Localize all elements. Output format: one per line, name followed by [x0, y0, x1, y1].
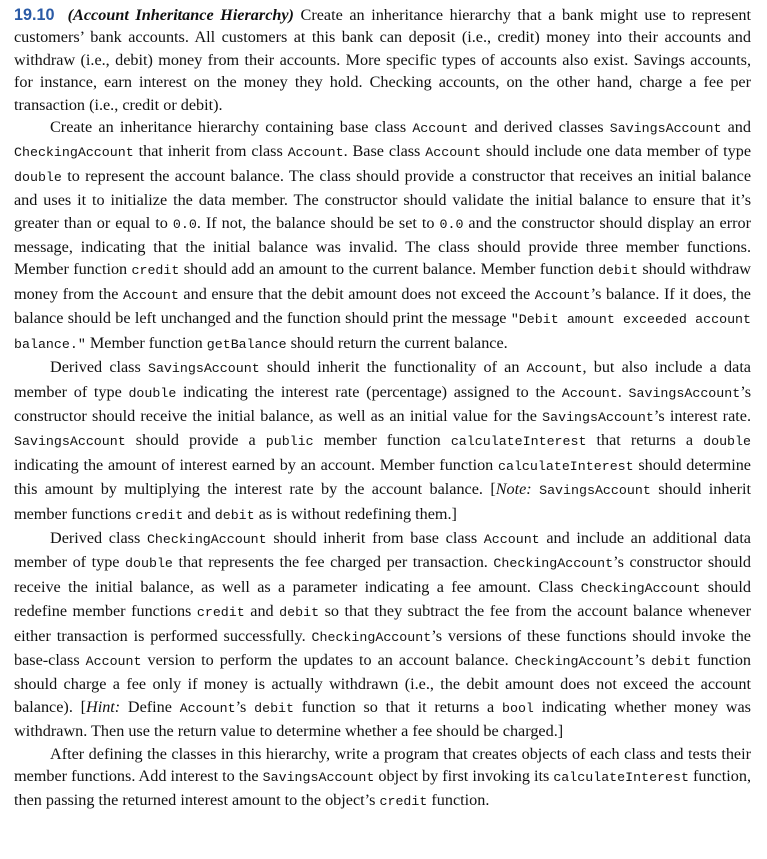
code-term: credit	[131, 263, 180, 279]
italic-label: Hint:	[86, 697, 121, 716]
text-run: ’s balance. If it does, the balance should be left unchanged and the function should print the message	[14, 284, 751, 328]
code-term: getBalance	[206, 336, 287, 352]
text-run: and the constructor should display an error message, indicating that the initial balance was invalid. The class should provide three member functions. Member function	[14, 213, 751, 279]
text-run: should provide a	[125, 431, 266, 450]
code-term: credit	[379, 794, 428, 810]
text-run: should withdraw money from the	[14, 260, 751, 303]
code-term: debit	[279, 605, 320, 621]
code-term: SavingsAccount	[542, 409, 654, 425]
text-run: ’s interest rate.	[653, 406, 751, 425]
text-run: should redefine member functions	[14, 577, 751, 621]
text-run: ’s	[634, 650, 652, 669]
code-term: Account	[123, 287, 179, 303]
text-run: Member function	[85, 333, 207, 352]
code-term: calculateInterest	[553, 770, 689, 785]
text-run: member function	[313, 431, 451, 450]
paragraph-test-program	[14, 743, 751, 814]
code-term: SavingsAccount	[262, 770, 375, 785]
text-run: ’s versions of these functions should invoke the base-class	[14, 626, 751, 669]
code-term: Account	[561, 385, 618, 401]
text-run: and derived classes	[468, 118, 610, 137]
text-run: function, then passing the returned interest amount to the object’s	[14, 767, 752, 810]
text-run: and	[721, 118, 751, 137]
text-run: .	[617, 382, 629, 401]
text-run: should inherit the functionality of an	[259, 358, 527, 377]
code-term: Account	[179, 700, 236, 716]
text-run: and include an additional data member of type	[14, 528, 751, 572]
text-run: indicating the amount of interest earned by an account. Member function	[14, 455, 498, 474]
text-run: function should charge a fee only if money is actually withdrawn (i.e., the debit amount does not exceed the account balance). [	[14, 650, 752, 716]
code-term: credit	[196, 605, 245, 621]
text-run: object by first invoking its	[374, 767, 554, 785]
text-run: to represent the account balance. The class should provide a constructor that receives an initial balance and uses it to initialize the data member. The constructor should validate the initial balance to ensure that it’s greater than or equal to	[14, 166, 751, 232]
code-term: "Debit amount exceeded account balance."	[14, 312, 752, 352]
code-term: 0.0	[439, 216, 464, 232]
text-run: that returns a	[586, 431, 704, 450]
code-term: debit	[214, 507, 255, 523]
italic-label: Note:	[495, 480, 532, 499]
code-term: double	[14, 169, 62, 185]
code-term: SavingsAccount	[609, 121, 722, 137]
code-term: Account	[526, 361, 583, 377]
code-term: Account	[85, 653, 142, 669]
text-run: function so that it returns a	[294, 697, 502, 716]
text-run: should include one data member of type	[481, 142, 752, 161]
code-term: SavingsAccount	[14, 434, 126, 450]
code-term: CheckingAccount	[580, 580, 701, 596]
text-run: should determine this amount by multiplying the interest rate by the account balance. [	[14, 455, 751, 499]
exercise-intro-paragraph	[14, 4, 751, 116]
text-run: and	[244, 602, 280, 621]
code-term: SavingsAccount	[147, 361, 260, 377]
text-run: and ensure that the debit amount does not exceed the	[178, 284, 535, 303]
text-run: indicating whether money was withdrawn. Then use the return value to determine whether a fee should be charged.]	[14, 697, 751, 741]
code-term: CheckingAccount	[14, 145, 134, 161]
code-term: Account	[483, 531, 540, 547]
code-term: credit	[135, 507, 184, 523]
code-term: bool	[501, 700, 534, 716]
text-run: Derived class	[50, 358, 148, 377]
exercise-title: (Account Inheritance Hierarchy)	[67, 6, 294, 24]
text-run: and	[183, 504, 215, 523]
text-run: version to perform the updates to an account balance.	[141, 650, 515, 669]
code-term: calculateInterest	[497, 458, 634, 474]
code-term: Account	[412, 121, 469, 137]
code-term: debit	[598, 263, 638, 279]
text-run	[532, 480, 539, 498]
code-term: SavingsAccount	[628, 385, 741, 401]
code-term: debit	[254, 700, 295, 716]
text-run: that inherit from class	[133, 142, 288, 161]
text-run: function.	[427, 791, 490, 810]
text-run: as is without redefining them.]	[254, 504, 457, 523]
code-term: calculateInterest	[450, 434, 587, 450]
text-run: . Base class	[343, 142, 426, 161]
text-run: ’s constructor should receive the initial balance, as well as an initial value for the	[14, 382, 752, 425]
code-term: 0.0	[172, 216, 197, 232]
code-term: CheckingAccount	[311, 629, 432, 645]
code-term: Account	[287, 145, 344, 161]
text-run: should add an amount to the current balance. Member function	[179, 260, 599, 279]
text-run: After defining the classes in this hierarchy, write a program that creates objects of each class and tests their member functions. Add interest to the	[14, 744, 751, 785]
text-run: indicating the interest rate (percentage) assigned to the	[176, 382, 562, 401]
text-run: . If not, the balance should be set to	[196, 213, 440, 232]
code-term: double	[125, 556, 173, 572]
text-run: Create an inheritance hierarchy containing base class	[50, 118, 413, 137]
code-term: double	[703, 434, 751, 450]
paragraph-checking-account	[14, 527, 751, 743]
text-run: Derived class	[50, 528, 147, 547]
code-term: Account	[534, 287, 591, 303]
text-run: so that they subtract the fee from the account balance whenever either transaction is performed successfully.	[14, 602, 752, 645]
text-run: , but also include a data member of type	[14, 358, 751, 401]
exercise-number: 19.10	[14, 6, 55, 24]
paragraph-account-class	[14, 116, 751, 356]
code-term: debit	[651, 653, 692, 669]
text-run: Create an inheritance hierarchy that a bank might use to represent customers’ bank accounts. All customers at this bank can deposit (i.e., credit) money into their accounts and withdraw (i.e., debit) money from their accounts. More specific types of accounts also exist. Savings accounts, for instance, earn interest on the money they hold. Checking accounts, on the other hand, charge a fee per transaction (i.e., credit or debit).	[14, 6, 751, 114]
text-run: ’s constructor should receive the initial balance, as well as a parameter indicating a fee amount. Class	[14, 553, 751, 596]
text-run: should inherit member functions	[14, 480, 752, 523]
text-run: that represents the fee charged per transaction.	[172, 553, 494, 572]
code-term: CheckingAccount	[514, 653, 635, 669]
code-term: double	[128, 385, 177, 401]
text-run: should return the current balance.	[286, 333, 508, 352]
text-run: ’s	[235, 697, 255, 716]
code-term: public	[265, 434, 314, 450]
code-term: CheckingAccount	[493, 556, 614, 572]
text-run: should inherit from base class	[266, 528, 484, 547]
paragraph-savings-account	[14, 356, 751, 527]
text-run: Define	[120, 697, 180, 716]
code-term: SavingsAccount	[539, 483, 651, 499]
code-term: CheckingAccount	[146, 531, 267, 547]
code-term: Account	[425, 145, 482, 161]
